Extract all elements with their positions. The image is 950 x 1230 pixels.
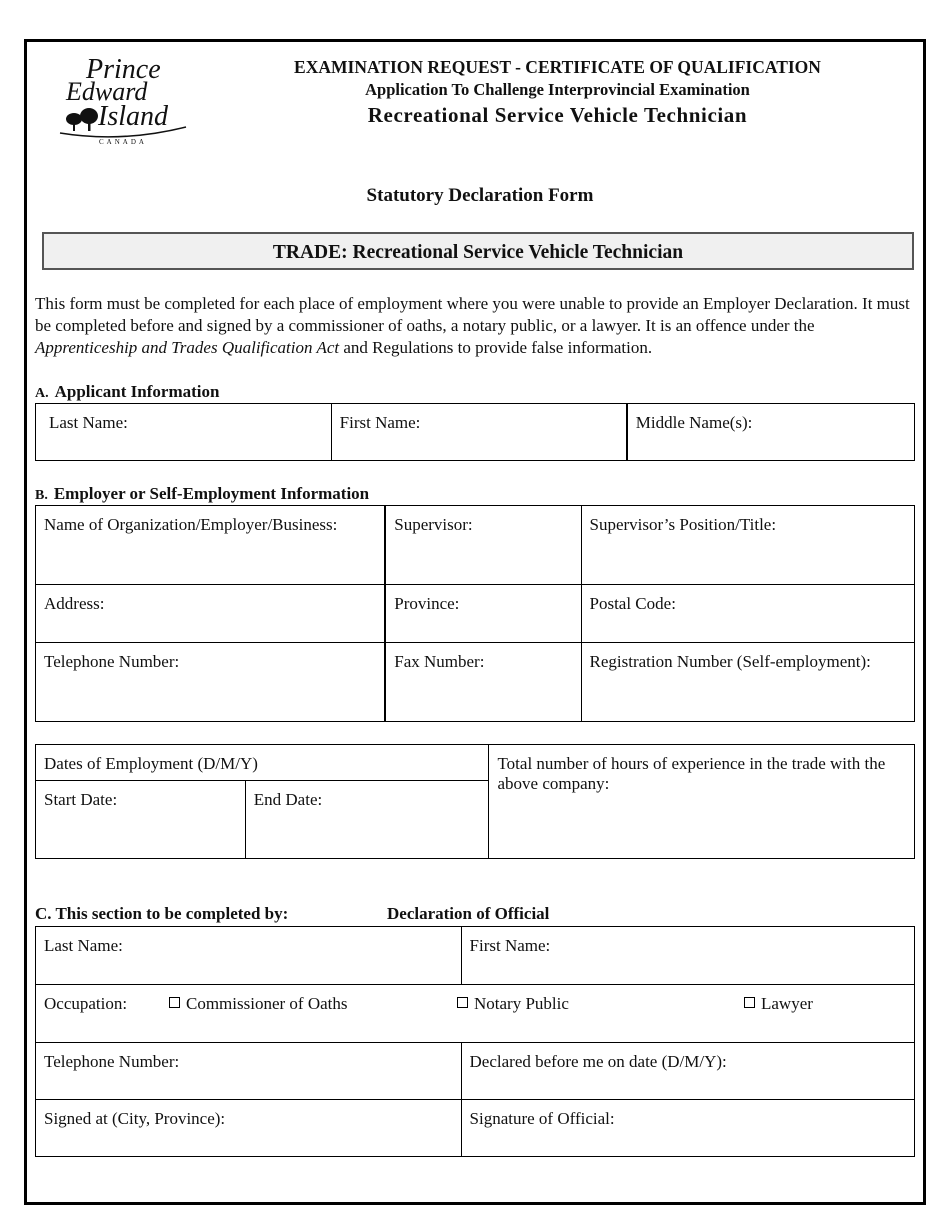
applicant-last-name-field[interactable]: Last Name:	[36, 404, 332, 461]
svg-text:Edward: Edward	[66, 77, 148, 106]
lawyer-label: Lawyer	[761, 994, 813, 1013]
total-hours-field[interactable]: Total number of hours of experience in the trade with the above company:	[489, 745, 915, 859]
section-a-heading	[35, 382, 219, 402]
employer-province-field[interactable]: Province:	[385, 585, 581, 643]
notary-checkbox[interactable]	[457, 997, 468, 1008]
form-title: Statutory Declaration Form	[366, 185, 594, 206]
intro-text-2: and Regulations to provide false information.	[339, 338, 653, 357]
registration-number-field[interactable]: Registration Number (Self-employment):	[581, 643, 915, 722]
official-table	[35, 926, 915, 1157]
notary-label: Notary Public	[474, 994, 569, 1013]
svg-text:CANADA: CANADA	[99, 138, 147, 146]
header-subtitle: Application To Challenge Interprovincial Examination	[365, 80, 750, 99]
lawyer-option[interactable]	[744, 994, 813, 1014]
declared-date-field[interactable]: Declared before me on date (D/M/Y):	[461, 1043, 914, 1100]
trade-box: TRADE: Recreational Service Vehicle Technician	[42, 232, 914, 270]
lawyer-checkbox[interactable]	[744, 997, 755, 1008]
section-c-title: C. This section to be completed by:	[35, 904, 289, 923]
section-b-heading	[35, 484, 369, 504]
official-first-name-field[interactable]: First Name:	[461, 927, 914, 985]
employer-fax-field[interactable]: Fax Number:	[385, 643, 581, 722]
start-date-field[interactable]: Start Date:	[36, 781, 246, 859]
section-a-letter: A.	[35, 386, 49, 401]
employer-name-field[interactable]: Name of Organization/Employer/Business:	[36, 506, 386, 585]
official-signature-field[interactable]: Signature of Official:	[461, 1100, 914, 1157]
signed-at-field[interactable]: Signed at (City, Province):	[36, 1100, 462, 1157]
svg-text:Island: Island	[98, 101, 168, 132]
employer-postal-code-field[interactable]: Postal Code:	[581, 585, 915, 643]
intro-text-1: This form must be completed for each place of employment where you were unable to provide an Employer Declaration. It must be completed before and signed by a commissioner of oaths, a notary public, or a lawyer. It is an offence under the	[35, 294, 910, 335]
employer-address-field[interactable]: Address:	[36, 585, 386, 643]
applicant-middle-name-field[interactable]: Middle Name(s):	[627, 404, 915, 461]
end-date-field[interactable]: End Date:	[245, 781, 489, 859]
section-b-letter: B.	[35, 488, 48, 503]
employer-telephone-field[interactable]: Telephone Number:	[36, 643, 386, 722]
svg-text:Prince: Prince	[86, 54, 161, 85]
official-telephone-field[interactable]: Telephone Number:	[36, 1043, 462, 1100]
section-b-title: Employer or Self-Employment Information	[53, 484, 370, 503]
intro-act-name: Apprenticeship and Trades Qualification Act	[35, 338, 340, 357]
supervisor-position-field[interactable]: Supervisor’s Position/Title:	[581, 506, 915, 585]
supervisor-field[interactable]: Supervisor:	[385, 506, 581, 585]
commissioner-checkbox[interactable]	[169, 997, 180, 1008]
applicant-table	[35, 403, 915, 461]
pei-logo-icon	[52, 53, 202, 148]
section-a-title: Applicant Information	[54, 382, 220, 401]
employer-table	[35, 505, 915, 722]
occupation-row	[36, 985, 915, 1043]
intro-paragraph	[35, 293, 920, 359]
applicant-first-name-field[interactable]: First Name:	[331, 404, 627, 461]
notary-public-option[interactable]	[457, 994, 569, 1014]
header-trade-title: Recreational Service Vehicle Technician	[367, 103, 748, 127]
header-title: EXAMINATION REQUEST - CERTIFICATE OF QUALIFICATION	[294, 57, 821, 77]
section-c-subtitle: Declaration of Official	[387, 904, 550, 923]
official-last-name-field[interactable]: Last Name:	[36, 927, 462, 985]
employment-dates-table	[35, 744, 915, 859]
commissioner-label: Commissioner of Oaths	[186, 994, 348, 1013]
dates-of-employment-label: Dates of Employment (D/M/Y)	[36, 745, 489, 781]
commissioner-of-oaths-option[interactable]	[169, 994, 348, 1014]
occupation-label: Occupation:	[44, 994, 128, 1013]
